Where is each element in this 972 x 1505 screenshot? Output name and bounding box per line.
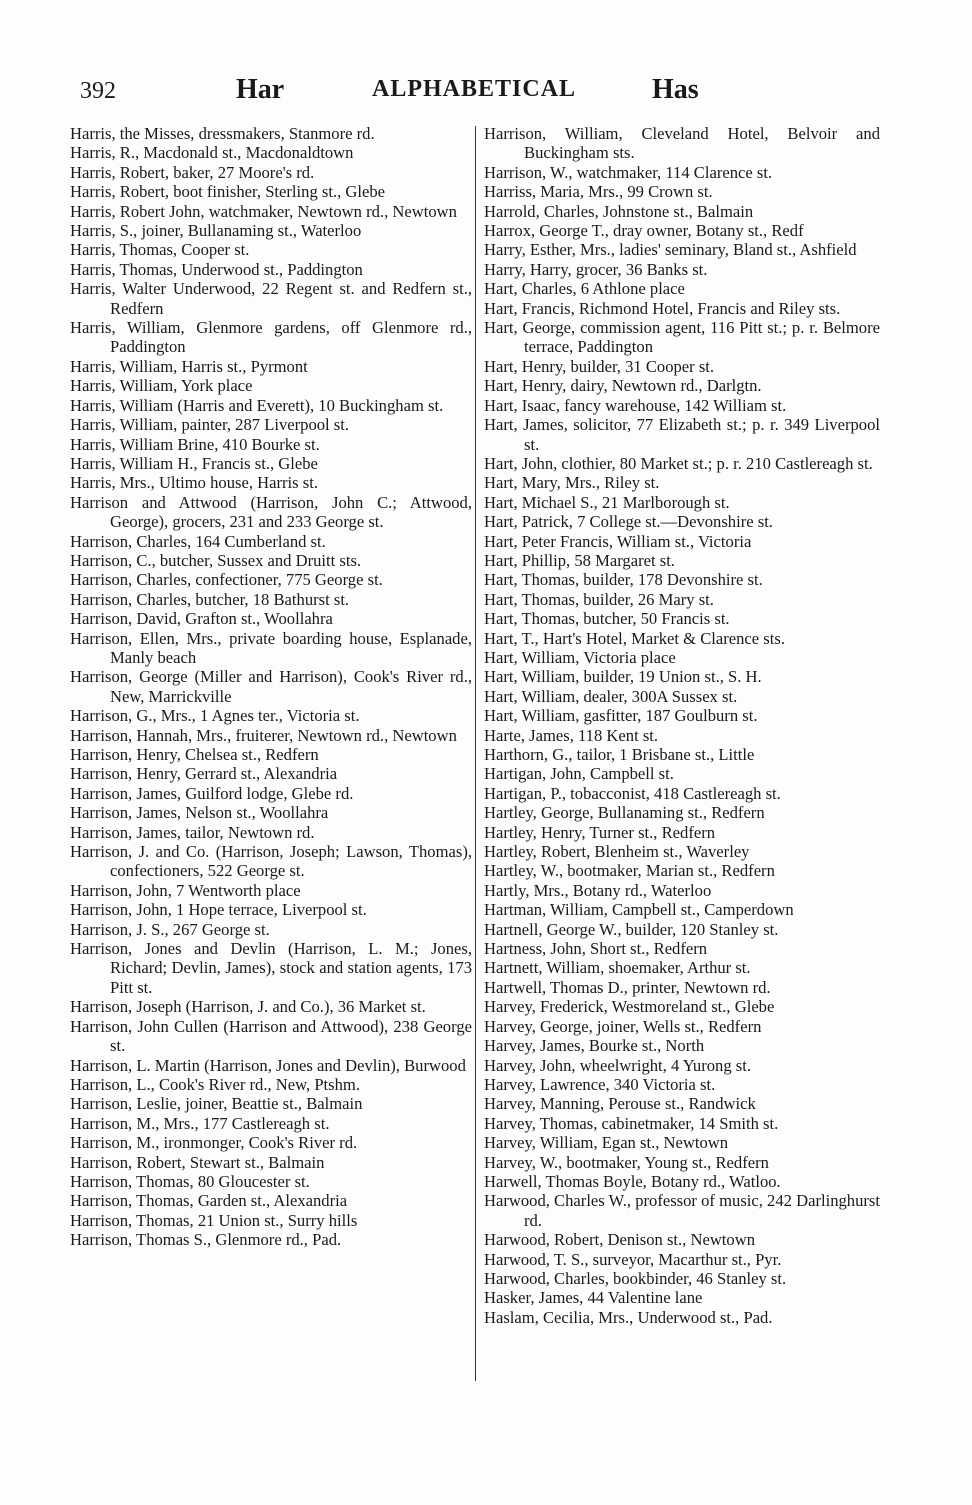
directory-entry: Harwood, Charles, bookbinder, 46 Stanley st. xyxy=(484,1268,787,1288)
directory-entry: Harrison, James, Guilford lodge, Glebe rd. xyxy=(70,783,354,803)
directory-entry: Hasker, James, 44 Valentine lane xyxy=(484,1288,703,1308)
directory-entry: Harris, William H., Francis st., Glebe xyxy=(70,453,318,473)
directory-entry: Hartly, Mrs., Botany rd., Waterloo xyxy=(484,880,712,900)
directory-entry: Harrison, John Cullen (Harrison and Attwood), 238 George st. xyxy=(70,1016,472,1056)
directory-entry: Hartigan, John, Campbell st. xyxy=(484,764,674,784)
directory-entry: Harrison, Hannah, Mrs., fruiterer, Newtown rd., Newtown xyxy=(70,725,457,745)
page-number: 392 xyxy=(80,78,116,104)
directory-entry: Harvey, John, wheelwright, 4 Yurong st. xyxy=(484,1055,751,1075)
directory-entry: Harrox, George T., dray owner, Botany st., Redf xyxy=(484,221,804,241)
directory-entry: Harris, William, painter, 287 Liverpool st. xyxy=(70,415,350,435)
directory-entry: Harris, William, York place xyxy=(70,376,253,396)
directory-entry: Hart, Thomas, builder, 26 Mary st. xyxy=(484,589,714,609)
directory-entry: Hart, Mary, Mrs., Riley st. xyxy=(484,473,660,493)
directory-entry: Harris, S., joiner, Bullanaming st., Waterloo xyxy=(70,221,362,241)
directory-entry: Harris, the Misses, dressmakers, Stanmore rd. xyxy=(70,124,375,143)
directory-entry: Harrison, Ellen, Mrs., private boarding house, Esplanade, Manly beach xyxy=(70,628,472,667)
directory-entry: Hartley, W., bootmaker, Marian st., Redfern xyxy=(484,861,775,881)
directory-entry: Hartnell, George W., builder, 120 Stanley st. xyxy=(484,919,779,939)
directory-entry: Hart, Francis, Richmond Hotel, Francis and Riley sts. xyxy=(484,298,841,318)
directory-entry: Harrison, George (Miller and Harrison), Cook's River rd., New, Marrickville xyxy=(70,667,472,706)
directory-entry: Harthorn, G., tailor, 1 Brisbane st., Little xyxy=(484,745,755,764)
right-column xyxy=(484,124,880,1327)
directory-entry: Harris, Thomas, Cooper st. xyxy=(70,240,250,260)
directory-entry: Hart, William, dealer, 300A Sussex st. xyxy=(484,686,738,706)
directory-entry: Hartley, Henry, Turner st., Redfern xyxy=(484,822,716,842)
directory-entry: Harrison, Leslie, joiner, Beattie st., Balmain xyxy=(70,1094,363,1114)
directory-entry: Harrison, M., ironmonger, Cook's River rd. xyxy=(70,1133,358,1153)
directory-entry: Harry, Harry, grocer, 36 Banks st. xyxy=(484,259,708,279)
directory-entry: Hart, Thomas, builder, 178 Devonshire st. xyxy=(484,570,763,590)
directory-entry: Hart, William, Victoria place xyxy=(484,647,676,667)
directory-entry: Harwell, Thomas Boyle, Botany rd., Watloo. xyxy=(484,1171,781,1191)
directory-entry: Harrison, John, 7 Wentworth place xyxy=(70,880,301,900)
directory-entry: Haslam, Cecilia, Mrs., Underwood st., Pad. xyxy=(484,1307,773,1327)
directory-entry: Harrison, Thomas, 21 Union st., Surry hills xyxy=(70,1210,358,1230)
directory-entry: Harrison, W., watchmaker, 114 Clarence st. xyxy=(484,162,773,182)
directory-entry: Harris, Thomas, Underwood st., Paddington xyxy=(70,259,363,279)
directory-entry: Hart, Patrick, 7 College st.—Devonshire st. xyxy=(484,512,773,532)
directory-entry: Harrison, J. S., 267 George st. xyxy=(70,919,270,939)
directory-entry: Harrison, Thomas, 80 Gloucester st. xyxy=(70,1171,310,1191)
directory-entry: Harrison, Thomas S., Glenmore rd., Pad. xyxy=(70,1230,342,1250)
directory-entry: Harrison, Henry, Gerrard st., Alexandria xyxy=(70,764,338,784)
column-divider xyxy=(475,126,476,1381)
directory-entry: Harrison, David, Grafton st., Woollahra xyxy=(70,609,333,629)
directory-entry: Harvey, Thomas, cabinetmaker, 14 Smith st. xyxy=(484,1113,779,1133)
directory-entry: Hartigan, P., tobacconist, 418 Castlereagh st. xyxy=(484,783,781,803)
directory-entry: Harvey, W., bootmaker, Young st., Redfern xyxy=(484,1152,769,1172)
directory-entry: Harvey, Lawrence, 340 Victoria st. xyxy=(484,1074,716,1094)
left-guide-word: Har xyxy=(236,74,285,105)
left-column xyxy=(70,124,472,1250)
directory-entry: Harrold, Charles, Johnstone st., Balmain xyxy=(484,201,754,221)
directory-entry: Hart, Henry, builder, 31 Cooper st. xyxy=(484,356,715,376)
directory-entry: Harrison, Charles, butcher, 18 Bathurst st. xyxy=(70,589,350,609)
directory-entry: Hart, George, commission agent, 116 Pitt st.; p. r. Belmore terrace, Paddington xyxy=(484,318,880,357)
directory-entry: Harrison, Joseph (Harrison, J. and Co.), 36 Market st. xyxy=(70,997,426,1017)
directory-entry: Harris, Robert John, watchmaker, Newtown rd., Newtown xyxy=(70,201,457,221)
directory-entry: Harris, Walter Underwood, 22 Regent st. and Redfern st., Redfern xyxy=(70,279,472,318)
directory-entry: Hart, William, builder, 19 Union st., S. H. xyxy=(484,667,762,687)
directory-entry: Harrison, G., Mrs., 1 Agnes ter., Victoria st. xyxy=(70,706,360,726)
directory-entry: Harrison, L. Martin (Harrison, Jones and Devlin), Burwood xyxy=(70,1055,466,1075)
directory-entry: Harris, William, Harris st., Pyrmont xyxy=(70,356,308,376)
directory-entry: Hartley, Robert, Blenheim st., Waverley xyxy=(484,842,750,862)
directory-entry: Hart, John, clothier, 80 Market st.; p. r. 210 Castlereagh st. xyxy=(484,453,873,473)
directory-entry: Hart, James, solicitor, 77 Elizabeth st.; p. r. 349 Liverpool st. xyxy=(484,415,880,454)
directory-entry: Harwood, Robert, Denison st., Newtown xyxy=(484,1230,755,1250)
directory-entry: Harrison, Robert, Stewart st., Balmain xyxy=(70,1152,325,1172)
directory-entry: Harvey, Frederick, Westmoreland st., Glebe xyxy=(484,997,775,1017)
directory-entry: Hart, Thomas, butcher, 50 Francis st. xyxy=(484,609,730,629)
directory-entry: Hart, Charles, 6 Athlone place xyxy=(484,279,685,299)
directory-entry: Harris, Robert, baker, 27 Moore's rd. xyxy=(70,162,315,182)
directory-entry: Harris, William (Harris and Everett), 10 Buckingham st. xyxy=(70,395,444,415)
directory-entry: Harris, William Brine, 410 Bourke st. xyxy=(70,434,320,454)
directory-entry: Harriss, Maria, Mrs., 99 Crown st. xyxy=(484,182,713,202)
directory-entry: Hartnett, William, shoemaker, Arthur st. xyxy=(484,958,751,978)
directory-entry: Harrison, Charles, 164 Cumberland st. xyxy=(70,531,326,551)
directory-entry: Harrison, L., Cook's River rd., New, Ptshm. xyxy=(70,1074,360,1094)
directory-entry: Harrison, M., Mrs., 177 Castlereagh st. xyxy=(70,1113,330,1133)
directory-entry: Harvey, James, Bourke st., North xyxy=(484,1036,705,1056)
directory-entry: Harrison, Jones and Devlin (Harrison, L. M.; Jones, Richard; Devlin, James), stock and station agents, 173 Pitt st. xyxy=(70,939,472,997)
directory-entry: Hart, T., Hart's Hotel, Market & Clarence sts. xyxy=(484,628,785,648)
directory-entry: Hart, Phillip, 58 Margaret st. xyxy=(484,550,675,570)
directory-entry: Harwood, T. S., surveyor, Macarthur st., Pyr. xyxy=(484,1249,782,1269)
directory-entry: Harris, William, Glenmore gardens, off Glenmore rd., Paddington xyxy=(70,318,472,357)
directory-entry: Harrison, Henry, Chelsea st., Redfern xyxy=(70,745,319,764)
directory-entry: Hart, Peter Francis, William st., Victoria xyxy=(484,531,752,551)
directory-entry: Hart, Michael S., 21 Marlborough st. xyxy=(484,492,730,512)
right-guide-word: Has xyxy=(652,74,699,105)
page-header xyxy=(0,74,972,114)
directory-entry: Harris, R., Macdonald st., Macdonaldtown xyxy=(70,143,354,163)
directory-entry: Hart, Henry, dairy, Newtown rd., Darlgtn. xyxy=(484,376,762,396)
directory-entry: Harrison, James, Nelson st., Woollahra xyxy=(70,803,329,823)
directory-entry: Harwood, Charles W., professor of music, 242 Darlinghurst rd. xyxy=(484,1191,880,1230)
directory-entry: Hart, Isaac, fancy warehouse, 142 William st. xyxy=(484,395,787,415)
directory-entry: Harvey, George, joiner, Wells st., Redfern xyxy=(484,1016,762,1036)
directory-entry: Harvey, Manning, Perouse st., Randwick xyxy=(484,1094,756,1114)
directory-entry: Harry, Esther, Mrs., ladies' seminary, Bland st., Ashfield xyxy=(484,240,857,260)
directory-entry: Harrison, John, 1 Hope terrace, Liverpool st. xyxy=(70,900,367,920)
directory-entry: Harrison and Attwood (Harrison, John C.; Attwood, George), grocers, 231 and 233 George st. xyxy=(70,492,472,532)
directory-entry: Hartley, George, Bullanaming st., Redfern xyxy=(484,803,765,823)
page-title: ALPHABETICAL xyxy=(372,76,577,102)
directory-entry: Harrison, Charles, confectioner, 775 George st. xyxy=(70,570,383,590)
directory-entry: Harris, Mrs., Ultimo house, Harris st. xyxy=(70,473,318,493)
directory-entry: Hartness, John, Short st., Redfern xyxy=(484,939,708,959)
directory-entry: Hartwell, Thomas D., printer, Newtown rd. xyxy=(484,977,771,997)
directory-entry: Harrison, C., butcher, Sussex and Druitt sts. xyxy=(70,550,362,570)
directory-entry: Hartman, William, Campbell st., Camperdown xyxy=(484,900,794,920)
directory-entry: Harrison, James, tailor, Newtown rd. xyxy=(70,822,315,842)
directory-entry: Harrison, J. and Co. (Harrison, Joseph; Lawson, Thomas), confectioners, 522 George st. xyxy=(70,842,472,881)
directory-entry: Harvey, William, Egan st., Newtown xyxy=(484,1133,729,1153)
directory-entry: Harrison, Thomas, Garden st., Alexandria xyxy=(70,1191,348,1211)
directory-entry: Harte, James, 118 Kent st. xyxy=(484,725,659,745)
directory-entry: Harris, Robert, boot finisher, Sterling st., Glebe xyxy=(70,182,386,202)
directory-entry: Harrison, William, Cleveland Hotel, Belvoir and Buckingham sts. xyxy=(484,124,880,163)
directory-entry: Hart, William, gasfitter, 187 Goulburn st. xyxy=(484,706,758,726)
